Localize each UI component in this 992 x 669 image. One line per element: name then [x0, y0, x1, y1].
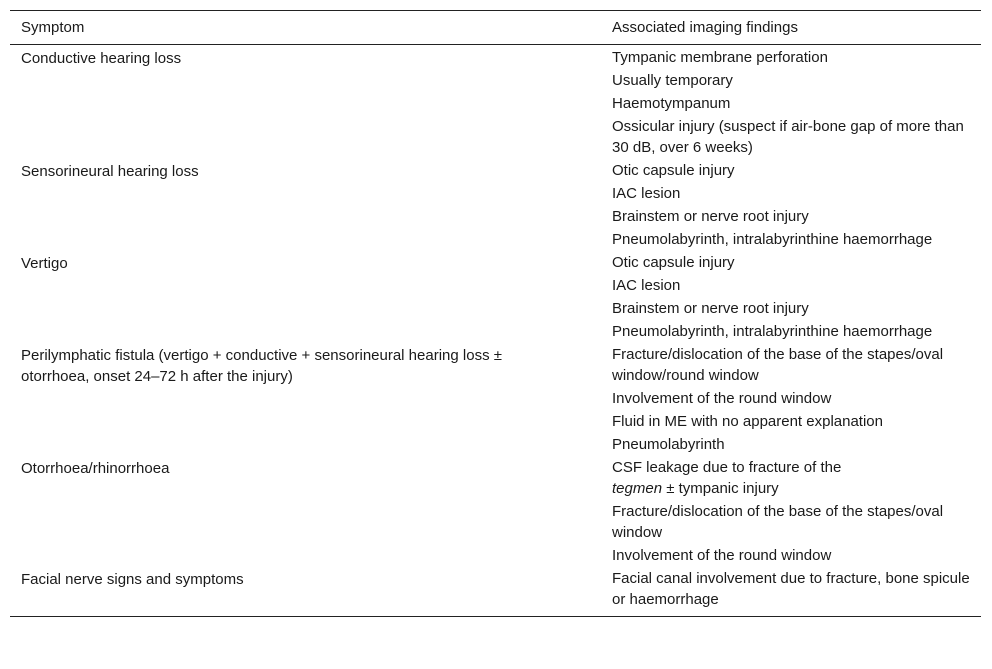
- table-header: [10, 11, 981, 45]
- finding: IAC lesion: [612, 277, 681, 294]
- finding: Involvement of the round window: [612, 547, 832, 564]
- finding: IAC lesion: [612, 185, 681, 202]
- findings-cell: [612, 250, 981, 342]
- symptom-cell: Facial nerve signs and symptoms: [21, 571, 244, 588]
- findings-cell: [612, 455, 981, 566]
- table-row: [10, 566, 981, 610]
- finding: Involvement of the round window: [612, 390, 832, 407]
- finding: Haemotympanum: [612, 95, 731, 112]
- finding: Tympanic membrane perforation: [612, 49, 828, 66]
- finding: Usually temporary: [612, 72, 733, 89]
- table-row: [10, 158, 981, 250]
- finding: Brainstem or nerve root injury: [612, 300, 809, 317]
- findings-cell: [612, 158, 981, 250]
- header-symptom: Symptom: [21, 19, 85, 36]
- symptom-table: [10, 10, 981, 617]
- symptom-cell: Conductive hearing loss: [21, 50, 182, 67]
- header-findings: Associated imaging findings: [612, 19, 798, 36]
- symptom-cell: Vertigo: [21, 255, 68, 272]
- finding: Pneumolabyrinth, intralabyrinthine haemorrhage: [612, 231, 933, 248]
- finding-italic-term: tegmen: [612, 480, 663, 497]
- table-row: [10, 250, 981, 342]
- finding: Fracture/dislocation of the base of the stapes/oval window: [612, 503, 944, 541]
- table-row: [10, 45, 981, 158]
- finding: Ossicular injury (suspect if air-bone gap of more than 30 dB, over 6 weeks): [612, 118, 964, 156]
- finding-text: ± tympanic injury: [666, 480, 779, 497]
- table-row: [10, 342, 981, 455]
- finding: Pneumolabyrinth: [612, 436, 725, 453]
- finding: Pneumolabyrinth, intralabyrinthine haemorrhage: [612, 323, 933, 340]
- finding: Facial canal involvement due to fracture, bone spicule or haemorrhage: [612, 570, 970, 608]
- symptom-cell: Perilymphatic fistula (vertigo + conductive + sensorineural hearing loss ± otorrhoea, onset 24–72 h after the injury): [21, 347, 502, 385]
- finding: Fracture/dislocation of the base of the stapes/oval window/round window: [612, 346, 944, 384]
- finding: Fluid in ME with no apparent explanation: [612, 413, 883, 430]
- finding: Brainstem or nerve root injury: [612, 208, 809, 225]
- finding-text: CSF leakage due to fracture of the: [612, 459, 842, 476]
- finding: [612, 455, 981, 499]
- finding: Otic capsule injury: [612, 254, 735, 271]
- findings-cell: [612, 566, 981, 610]
- table-row: [10, 455, 981, 566]
- findings-cell: [612, 45, 981, 158]
- finding: Otic capsule injury: [612, 162, 735, 179]
- findings-cell: [612, 342, 981, 455]
- symptom-cell: Otorrhoea/rhinorrhoea: [21, 460, 170, 477]
- symptom-cell: Sensorineural hearing loss: [21, 163, 199, 180]
